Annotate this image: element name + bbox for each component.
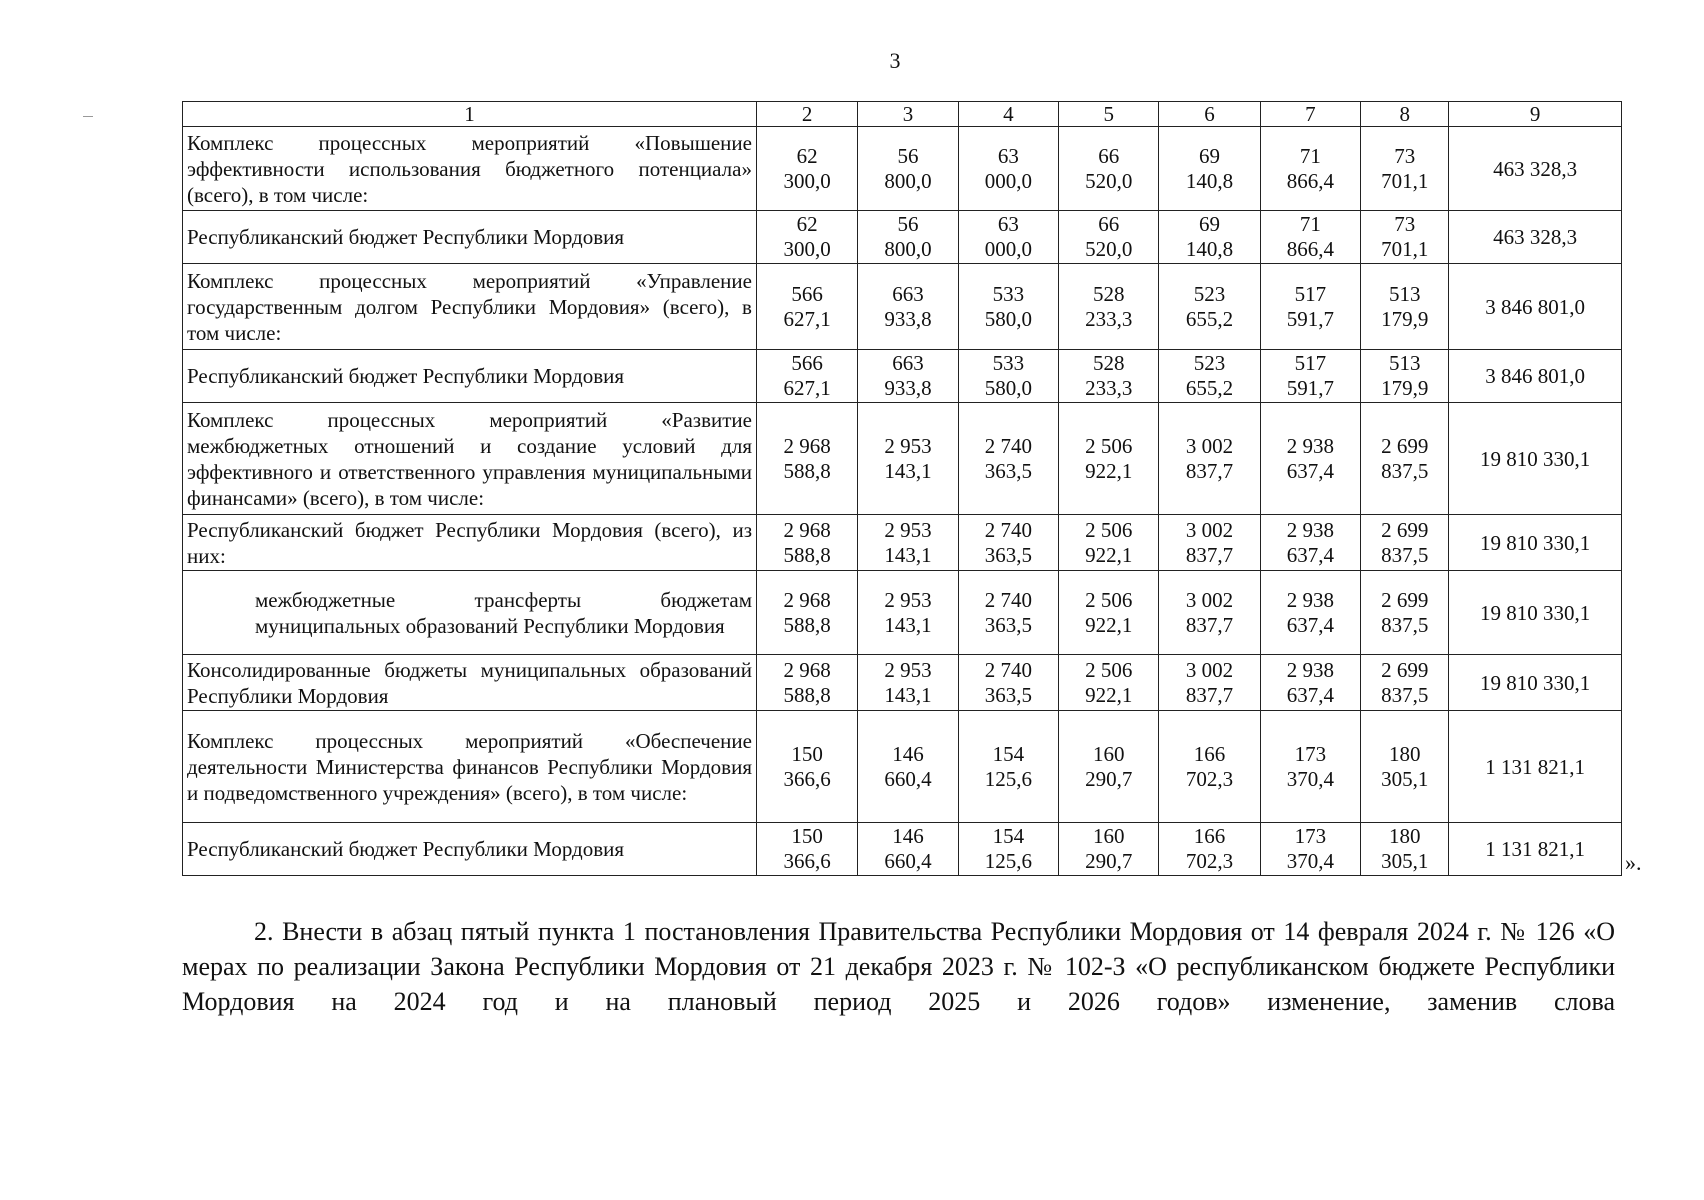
value-cell — [1361, 571, 1449, 655]
value-units: 837,5 — [1381, 542, 1429, 567]
value-units: 143,1 — [884, 682, 932, 707]
value-units: 000,0 — [984, 168, 1032, 193]
value-units: 179,9 — [1381, 376, 1429, 400]
value-thousands: 2 699 — [1381, 433, 1429, 458]
value-thousands: 2 740 — [984, 657, 1032, 682]
value-units: 866,4 — [1286, 237, 1334, 261]
total-cell: 1 131 821,1 — [1449, 823, 1622, 876]
total-cell: 463 328,3 — [1449, 211, 1622, 264]
value-thousands: 146 — [892, 741, 924, 766]
value-thousands: 3 002 — [1185, 587, 1234, 612]
value-cell — [756, 127, 857, 211]
value-cell — [756, 515, 857, 571]
table-header-row — [183, 102, 1622, 127]
header-cell: 6 — [1159, 102, 1260, 127]
value-units: 140,8 — [1185, 237, 1234, 261]
value-cell — [756, 403, 857, 515]
value-cell — [756, 655, 857, 711]
value-units: 143,1 — [884, 458, 932, 483]
value-cell — [1361, 515, 1449, 571]
value-units: 660,4 — [884, 766, 932, 791]
value-thousands: 2 953 — [884, 433, 932, 458]
value-units: 922,1 — [1085, 612, 1133, 637]
value-units: 290,7 — [1085, 766, 1133, 791]
value-thousands: 566 — [791, 351, 823, 375]
value-cell — [756, 823, 857, 876]
value-cell — [1361, 711, 1449, 823]
value-thousands: 513 — [1388, 281, 1421, 306]
row-name: Комплекс процессных мероприятий «Обеспечение деятельности Министерства финансов Республики Мордовия и подведомственного учреждения» (всего), в том числе: — [183, 711, 757, 823]
value-thousands: 3 002 — [1185, 657, 1234, 682]
value-cell — [1059, 264, 1159, 350]
header-cell: 2 — [756, 102, 857, 127]
value-cell — [1260, 823, 1360, 876]
value-thousands: 523 — [1193, 351, 1226, 375]
header-cell: 9 — [1449, 102, 1622, 127]
value-thousands: 62 — [796, 212, 818, 236]
value-units: 837,7 — [1185, 458, 1234, 483]
value-thousands: 2 938 — [1286, 517, 1334, 542]
value-units: 143,1 — [884, 612, 932, 637]
value-thousands: 160 — [1092, 824, 1125, 848]
value-cell — [756, 264, 857, 350]
value-thousands: 517 — [1294, 351, 1327, 375]
value-thousands: 56 — [897, 143, 919, 168]
value-thousands: 63 — [997, 212, 1019, 236]
row-name: Комплекс процессных мероприятий «Повышение эффективности использования бюджетного потенциала» (всего), в том числе: — [183, 127, 757, 211]
value-units: 363,5 — [984, 542, 1032, 567]
value-units: 233,3 — [1085, 306, 1133, 331]
value-units: 922,1 — [1085, 458, 1133, 483]
amendment-paragraph: 2. Внести в абзац пятый пункта 1 постановления Правительства Республики Мордовия от 14 февраля 2024 г. № 126 «О мерах по реализации Закона Республики Мордовия от 21 декабря 2023 г. № 102-З «О республиканском бюджете Республики Мордовия на 2024 год и на плановый период 2025 и 2026 годов» изменение, заменив слова — [182, 917, 1615, 1016]
value-units: 588,8 — [783, 458, 831, 483]
header-cell: 3 — [858, 102, 958, 127]
value-units: 363,5 — [984, 612, 1032, 637]
value-thousands: 528 — [1092, 281, 1125, 306]
value-cell — [1159, 711, 1260, 823]
value-cell — [1059, 515, 1159, 571]
value-thousands: 2 740 — [984, 517, 1032, 542]
value-cell — [1260, 127, 1360, 211]
value-units: 837,5 — [1381, 612, 1429, 637]
value-units: 588,8 — [783, 682, 831, 707]
value-units: 933,8 — [884, 306, 932, 331]
header-cell: 1 — [183, 102, 757, 127]
value-units: 520,0 — [1085, 168, 1133, 193]
value-thousands: 71 — [1299, 143, 1321, 168]
value-thousands: 56 — [897, 212, 919, 236]
value-thousands: 2 506 — [1085, 657, 1133, 682]
value-cell — [858, 823, 958, 876]
value-cell — [858, 350, 958, 403]
value-units: 370,4 — [1286, 766, 1334, 791]
value-units: 363,5 — [984, 458, 1032, 483]
table-row — [183, 264, 1622, 350]
value-thousands: 2 938 — [1286, 587, 1334, 612]
value-thousands: 2 968 — [783, 433, 831, 458]
value-thousands: 166 — [1193, 824, 1226, 848]
value-cell — [1260, 711, 1360, 823]
value-units: 637,4 — [1286, 612, 1334, 637]
value-cell — [958, 823, 1058, 876]
value-cell — [1059, 403, 1159, 515]
value-thousands: 523 — [1193, 281, 1226, 306]
value-cell — [1059, 823, 1159, 876]
value-units: 655,2 — [1185, 376, 1234, 400]
value-units: 580,0 — [984, 376, 1032, 400]
value-thousands: 173 — [1294, 741, 1327, 766]
value-cell — [1159, 264, 1260, 350]
value-thousands: 66 — [1098, 143, 1120, 168]
value-thousands: 528 — [1092, 351, 1125, 375]
value-cell — [1361, 655, 1449, 711]
value-thousands: 69 — [1199, 143, 1221, 168]
value-thousands: 533 — [992, 351, 1025, 375]
value-cell — [1159, 350, 1260, 403]
value-cell — [756, 711, 857, 823]
value-units: 837,5 — [1381, 458, 1429, 483]
table-row — [183, 515, 1622, 571]
header-cell: 4 — [958, 102, 1058, 127]
value-cell — [1059, 571, 1159, 655]
value-cell — [1159, 655, 1260, 711]
value-thousands: 2 699 — [1381, 587, 1429, 612]
value-thousands: 3 002 — [1185, 517, 1234, 542]
value-units: 637,4 — [1286, 682, 1334, 707]
value-cell — [1260, 264, 1360, 350]
value-cell — [858, 711, 958, 823]
table-row — [183, 655, 1622, 711]
value-thousands: 2 968 — [783, 517, 831, 542]
total-cell: 19 810 330,1 — [1449, 515, 1622, 571]
table-row — [183, 350, 1622, 403]
value-cell — [858, 127, 958, 211]
value-units: 866,4 — [1286, 168, 1334, 193]
value-units: 591,7 — [1286, 376, 1334, 400]
closing-quote: ». — [1625, 850, 1642, 875]
value-units: 837,5 — [1381, 682, 1429, 707]
value-cell — [958, 350, 1058, 403]
value-units: 300,0 — [783, 168, 831, 193]
value-cell — [958, 711, 1058, 823]
value-units: 588,8 — [783, 612, 831, 637]
value-thousands: 160 — [1092, 741, 1125, 766]
value-units: 591,7 — [1286, 306, 1334, 331]
row-name: Республиканский бюджет Республики Мордовия (всего), из них: — [183, 515, 757, 571]
value-units: 637,4 — [1286, 542, 1334, 567]
value-units: 702,3 — [1185, 766, 1234, 791]
value-units: 922,1 — [1085, 682, 1133, 707]
value-thousands: 150 — [791, 741, 823, 766]
header-cell: 7 — [1260, 102, 1360, 127]
value-cell — [1059, 127, 1159, 211]
value-thousands: 513 — [1388, 351, 1421, 375]
value-cell — [1159, 515, 1260, 571]
total-cell: 463 328,3 — [1449, 127, 1622, 211]
value-cell — [958, 515, 1058, 571]
value-cell — [1260, 571, 1360, 655]
value-units: 125,6 — [984, 766, 1032, 791]
value-thousands: 566 — [791, 281, 823, 306]
value-units: 143,1 — [884, 542, 932, 567]
value-thousands: 2 953 — [884, 657, 932, 682]
value-units: 233,3 — [1085, 376, 1133, 400]
value-thousands: 663 — [892, 281, 924, 306]
value-units: 627,1 — [783, 306, 831, 331]
value-units: 125,6 — [984, 849, 1032, 873]
value-units: 701,1 — [1381, 237, 1429, 261]
value-cell — [1361, 403, 1449, 515]
value-cell — [1059, 350, 1159, 403]
value-thousands: 150 — [791, 824, 823, 848]
value-units: 300,0 — [783, 237, 831, 261]
header-cell: 8 — [1361, 102, 1449, 127]
value-thousands: 154 — [992, 824, 1025, 848]
value-thousands: 180 — [1388, 741, 1421, 766]
value-units: 837,7 — [1185, 682, 1234, 707]
value-thousands: 533 — [992, 281, 1025, 306]
margin-mark — [83, 116, 93, 117]
value-cell — [858, 403, 958, 515]
value-units: 933,8 — [884, 376, 932, 400]
value-thousands: 2 699 — [1381, 517, 1429, 542]
value-units: 290,7 — [1085, 849, 1133, 873]
value-cell — [1059, 655, 1159, 711]
value-thousands: 146 — [892, 824, 924, 848]
table-row — [183, 823, 1622, 876]
value-units: 800,0 — [884, 237, 932, 261]
value-thousands: 2 506 — [1085, 433, 1133, 458]
value-thousands: 180 — [1388, 824, 1421, 848]
value-cell — [1361, 127, 1449, 211]
value-cell — [1260, 211, 1360, 264]
value-units: 305,1 — [1381, 766, 1429, 791]
value-units: 000,0 — [984, 237, 1032, 261]
value-units: 370,4 — [1286, 849, 1334, 873]
row-name: Республиканский бюджет Республики Мордовия — [183, 211, 757, 264]
value-cell — [1260, 515, 1360, 571]
value-cell — [1260, 350, 1360, 403]
value-thousands: 2 506 — [1085, 517, 1133, 542]
value-cell — [1260, 403, 1360, 515]
value-units: 800,0 — [884, 168, 932, 193]
value-units: 580,0 — [984, 306, 1032, 331]
row-name: межбюджетные трансферты бюджетам муниципальных образований Республики Мордовия — [183, 571, 757, 655]
value-units: 179,9 — [1381, 306, 1429, 331]
value-cell — [858, 211, 958, 264]
value-thousands: 69 — [1199, 212, 1221, 236]
value-cell — [756, 211, 857, 264]
value-units: 305,1 — [1381, 849, 1429, 873]
value-thousands: 73 — [1394, 143, 1416, 168]
value-cell — [1059, 211, 1159, 264]
value-cell — [958, 127, 1058, 211]
value-cell — [756, 350, 857, 403]
value-units: 922,1 — [1085, 542, 1133, 567]
value-thousands: 66 — [1098, 212, 1120, 236]
value-cell — [1361, 823, 1449, 876]
value-units: 702,3 — [1185, 849, 1234, 873]
value-units: 588,8 — [783, 542, 831, 567]
value-cell — [958, 211, 1058, 264]
value-thousands: 663 — [892, 351, 924, 375]
row-name: Комплекс процессных мероприятий «Развитие межбюджетных отношений и создание условий для эффективного и ответственного управления муниципальными финансами» (всего), в том числе: — [183, 403, 757, 515]
total-cell: 19 810 330,1 — [1449, 403, 1622, 515]
value-cell — [958, 571, 1058, 655]
row-name: Комплекс процессных мероприятий «Управление государственным долгом Республики Мордовия» (всего), в том числе: — [183, 264, 757, 350]
value-thousands: 2 506 — [1085, 587, 1133, 612]
value-cell — [1361, 264, 1449, 350]
value-cell — [756, 571, 857, 655]
value-units: 837,7 — [1185, 612, 1234, 637]
value-units: 363,5 — [984, 682, 1032, 707]
value-thousands: 2 699 — [1381, 657, 1429, 682]
value-thousands: 3 002 — [1185, 433, 1234, 458]
total-cell: 3 846 801,0 — [1449, 264, 1622, 350]
table-row — [183, 571, 1622, 655]
header-cell: 5 — [1059, 102, 1159, 127]
table-row — [183, 711, 1622, 823]
value-thousands: 2 968 — [783, 587, 831, 612]
value-cell — [858, 264, 958, 350]
budget-table — [182, 101, 1622, 876]
value-cell — [858, 515, 958, 571]
total-cell: 3 846 801,0 — [1449, 350, 1622, 403]
value-cell — [958, 264, 1058, 350]
value-units: 837,7 — [1185, 542, 1234, 567]
total-cell: 1 131 821,1 — [1449, 711, 1622, 823]
value-cell — [858, 655, 958, 711]
value-cell — [1159, 571, 1260, 655]
value-cell — [1159, 823, 1260, 876]
value-cell — [1059, 711, 1159, 823]
value-thousands: 63 — [997, 143, 1019, 168]
value-thousands: 62 — [796, 143, 818, 168]
value-cell — [1159, 211, 1260, 264]
value-thousands: 2 938 — [1286, 657, 1334, 682]
value-cell — [1260, 655, 1360, 711]
row-name: Республиканский бюджет Республики Мордовия — [183, 823, 757, 876]
value-units: 520,0 — [1085, 237, 1133, 261]
value-cell — [958, 403, 1058, 515]
value-cell — [958, 655, 1058, 711]
value-thousands: 2 938 — [1286, 433, 1334, 458]
value-thousands: 71 — [1299, 212, 1321, 236]
value-thousands: 173 — [1294, 824, 1327, 848]
value-thousands: 2 953 — [884, 587, 932, 612]
row-name: Республиканский бюджет Республики Мордовия — [183, 350, 757, 403]
value-thousands: 166 — [1193, 741, 1226, 766]
total-cell: 19 810 330,1 — [1449, 655, 1622, 711]
value-cell — [1159, 127, 1260, 211]
value-thousands: 517 — [1294, 281, 1327, 306]
value-cell — [858, 571, 958, 655]
table-row — [183, 127, 1622, 211]
value-thousands: 2 740 — [984, 433, 1032, 458]
total-cell: 19 810 330,1 — [1449, 571, 1622, 655]
row-name: Консолидированные бюджеты муниципальных образований Республики Мордовия — [183, 655, 757, 711]
page-number: 3 — [889, 48, 901, 73]
value-cell — [1361, 211, 1449, 264]
value-units: 366,6 — [783, 849, 831, 873]
value-units: 140,8 — [1185, 168, 1234, 193]
value-units: 660,4 — [884, 849, 932, 873]
value-thousands: 2 953 — [884, 517, 932, 542]
value-units: 701,1 — [1381, 168, 1429, 193]
table-row — [183, 403, 1622, 515]
value-cell — [1159, 403, 1260, 515]
value-units: 655,2 — [1185, 306, 1234, 331]
value-thousands: 73 — [1394, 212, 1416, 236]
value-thousands: 2 740 — [984, 587, 1032, 612]
table-row — [183, 211, 1622, 264]
value-thousands: 154 — [992, 741, 1025, 766]
value-units: 637,4 — [1286, 458, 1334, 483]
value-units: 366,6 — [783, 766, 831, 791]
value-cell — [1361, 350, 1449, 403]
value-thousands: 2 968 — [783, 657, 831, 682]
value-units: 627,1 — [783, 376, 831, 400]
